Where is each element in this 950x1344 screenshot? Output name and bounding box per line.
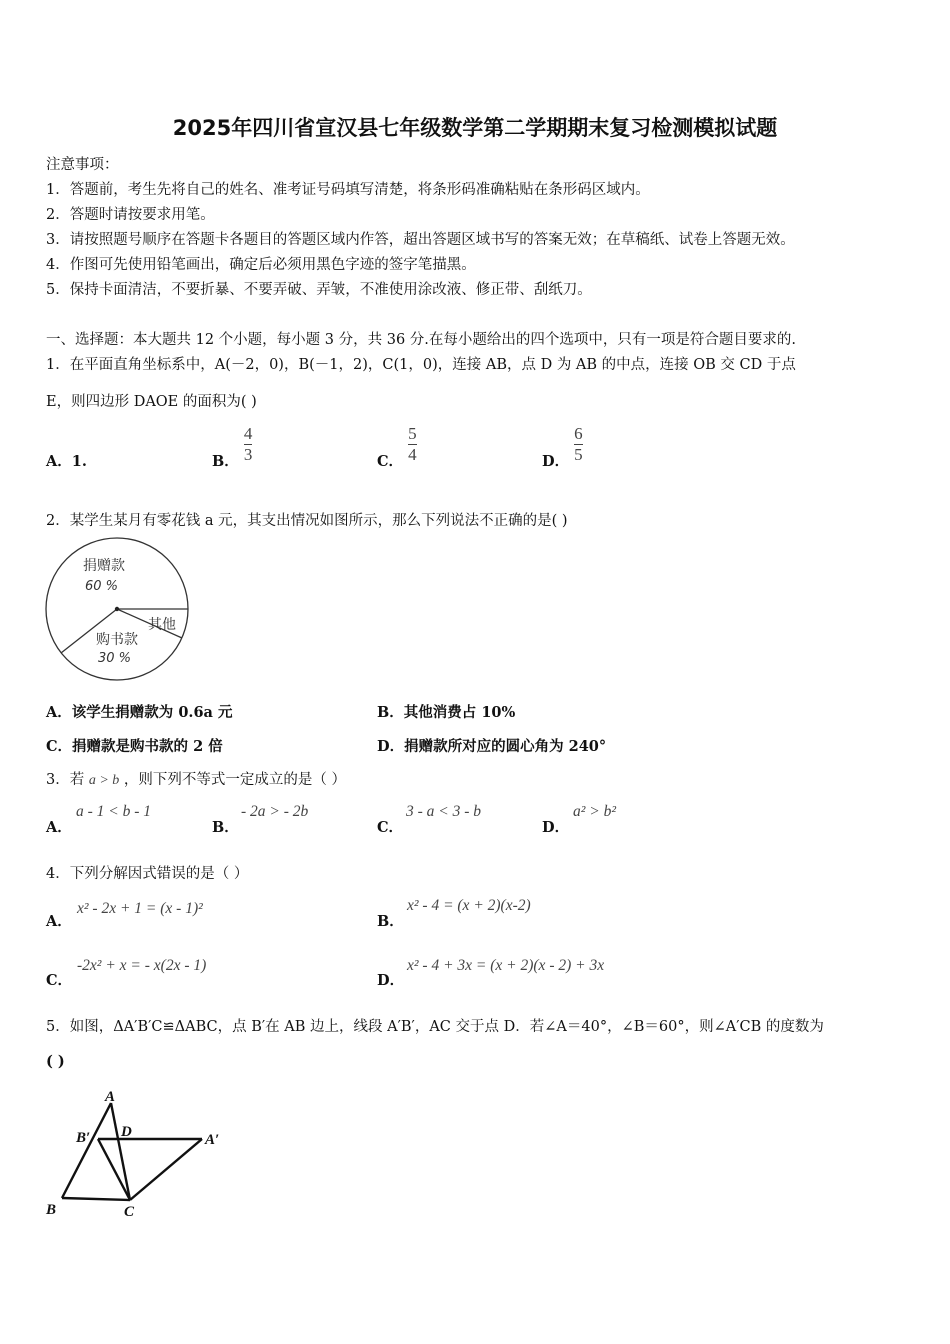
vertex-label-Aprime: A′ xyxy=(205,1132,220,1148)
fraction-denominator: 4 xyxy=(408,445,417,464)
q3-stem-post: ，则下列不等式一定成立的是（ ） xyxy=(123,772,347,788)
q3-stem-pre: 3．若 xyxy=(46,772,85,788)
q4-option-b-math: x² - 4 = (x + 2)(x-2) xyxy=(407,897,531,914)
q1-option-c xyxy=(377,424,417,471)
q4-option-b-label: B． xyxy=(377,913,404,930)
option-label: C． xyxy=(377,453,404,470)
pie-label-donation: 捐赠款 xyxy=(83,558,125,574)
q3-option-a-math: a - 1 < b - 1 xyxy=(76,803,152,820)
q5-triangle-figure xyxy=(40,1085,240,1225)
q4-option-a-label: A． xyxy=(46,913,72,930)
q4-option-a-math: x² - 2x + 1 = (x - 1)² xyxy=(77,900,203,917)
q2-pie-chart xyxy=(40,536,200,686)
option-label: B． xyxy=(377,704,404,721)
notice-heading: 注意事项： xyxy=(46,157,119,173)
option-label: D． xyxy=(377,738,405,755)
q4-option-d-label: D． xyxy=(377,972,405,989)
fraction-numerator: 4 xyxy=(243,424,253,443)
notice-item: 1．答题前，考生先将自己的姓名、准考证号码填写清楚，将条形码准确粘贴在条形码区域内。 xyxy=(46,182,650,198)
q1-stem-line2: E，则四边形 DAOE 的面积为( ) xyxy=(46,394,257,410)
q2-option-b xyxy=(377,701,515,722)
section-heading: 一、选择题：本大题共 12 个小题，每小题 3 分，共 36 分.在每小题给出的四个选项中，只有一项是符合题目要求的. xyxy=(46,332,796,348)
vertex-label-Bprime: B′ xyxy=(76,1130,91,1146)
notice-item: 2．答题时请按要求用笔。 xyxy=(46,207,215,223)
q1-option-d xyxy=(542,424,583,471)
notice-item: 5．保持卡面清洁，不要折暴、不要弄破、弄皱，不准使用涂改液、修正带、刮纸刀。 xyxy=(46,282,592,298)
q3-option-c-label: C． xyxy=(377,819,404,836)
q3-option-b-label: B． xyxy=(212,819,239,836)
pie-center xyxy=(115,607,119,611)
option-text: 该学生捐赠款为 0.6a 元 xyxy=(71,704,233,721)
q3-option-c-math: 3 - a < 3 - b xyxy=(406,803,482,820)
q3-option-d-label: D． xyxy=(542,819,570,836)
q4-option-d-math: x² - 4 + 3x = (x + 2)(x - 2) + 3x xyxy=(407,957,605,974)
q3-option-b-math: - 2a > - 2b xyxy=(241,803,309,820)
vertex-label-D: D xyxy=(121,1124,132,1140)
q5-stem-line1: 5．如图，ΔA′B′C≌ΔABC，点 B′在 AB 边上，线段 A′B′，AC 交于点 D．若∠A＝40°，∠B＝60°，则∠A′CB 的度数为 xyxy=(46,1019,824,1035)
q5-stem-line2: ( ) xyxy=(46,1053,65,1070)
q3-stem xyxy=(46,768,346,789)
option-label: B． xyxy=(212,453,239,470)
q1-stem-line1: 1．在平面直角坐标系中，A(－2，0)，B(－1，2)，C(1，0)，连接 AB，点 D 为 AB 的中点，连接 OB 交 CD 于点 xyxy=(46,357,796,373)
option-text: 捐赠款所对应的圆心角为 240° xyxy=(404,738,607,755)
q1-option-a xyxy=(46,450,87,471)
option-label: A． xyxy=(46,453,72,470)
segment-AprimeC xyxy=(130,1139,202,1200)
q2-option-c xyxy=(46,735,223,756)
option-label: C． xyxy=(46,738,73,755)
option-value: 1. xyxy=(71,453,87,470)
q2-option-a xyxy=(46,701,232,722)
q3-stem-math: a > b xyxy=(88,773,120,788)
fraction-numerator: 6 xyxy=(574,424,583,443)
vertex-label-C: C xyxy=(124,1204,135,1220)
segment-AC xyxy=(111,1103,130,1200)
pie-label-other: 其他 xyxy=(148,617,176,633)
q2-option-d xyxy=(377,735,606,756)
q1-option-b xyxy=(212,424,252,471)
q4-option-c-label: C． xyxy=(46,972,73,989)
pie-label-donation-pct: 60 % xyxy=(85,579,119,594)
segment-BC xyxy=(62,1198,130,1200)
vertex-label-B: B xyxy=(46,1202,57,1218)
vertex-label-A: A xyxy=(105,1089,116,1105)
option-text: 其他消费占 10% xyxy=(403,704,516,721)
option-text: 捐赠款是购书款的 2 倍 xyxy=(72,738,223,755)
notice-item: 3．请按照题号顺序在答题卡各题目的答题区域内作答，超出答题区域书写的答案无效；在草稿纸、试卷上答题无效。 xyxy=(46,232,795,248)
q2-stem: 2．某学生某月有零花钱 a 元，其支出情况如图所示，那么下列说法不正确的是( ) xyxy=(46,513,568,529)
q3-option-a-label: A． xyxy=(46,819,72,836)
pie-label-books: 购书款 xyxy=(96,632,138,648)
q3-option-d-math: a² > b² xyxy=(573,803,617,820)
notice-item: 4．作图可先使用铅笔画出，确定后必须用黑色字迹的签字笔描黑。 xyxy=(46,257,476,273)
option-label: D． xyxy=(542,453,570,470)
q4-stem: 4．下列分解因式错误的是（ ） xyxy=(46,866,249,882)
pie-label-books-pct: 30 % xyxy=(98,651,132,666)
option-label: A． xyxy=(46,704,72,721)
fraction-numerator: 5 xyxy=(408,424,417,443)
fraction-denominator: 5 xyxy=(574,445,583,464)
fraction-denominator: 3 xyxy=(243,445,253,464)
q4-option-c-math: -2x² + x = - x(2x - 1) xyxy=(77,957,207,974)
page-title: 2025年四川省宣汉县七年级数学第二学期期末复习检测模拟试题 xyxy=(172,116,778,140)
